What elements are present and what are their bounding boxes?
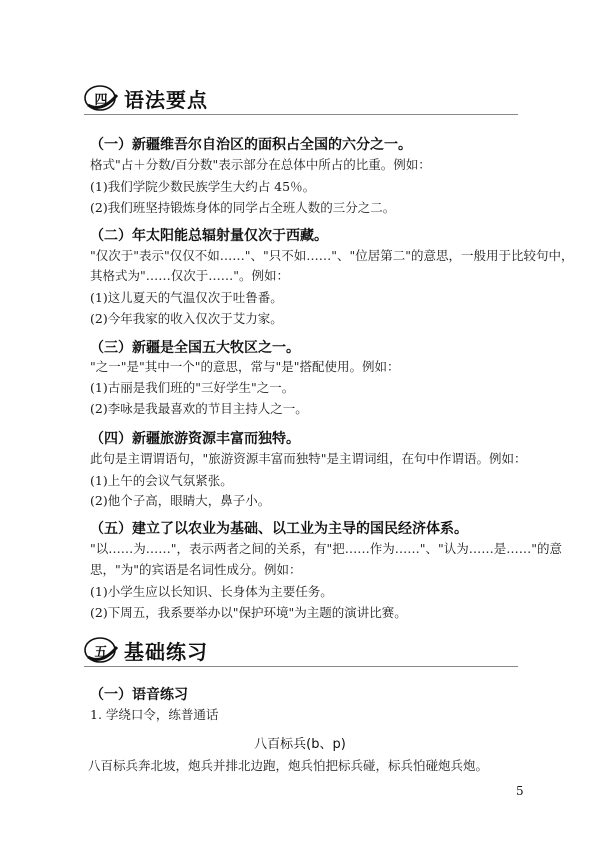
grammar-point-4-line: 此句是主谓谓语句，"旅游资源丰富而独特"是主谓词组，在句中作谓语。例如： [90,451,527,466]
grammar-point-2-line: 其格式为"……仅次于……"。例如： [90,268,289,283]
grammar-point-1-line: (2)我们班坚持锻炼身体的同学占全班人数的三分之二。 [90,200,396,215]
grammar-point-1-heading: （一）新疆维吾尔自治区的面积占全国的六分之一。 [90,137,412,153]
grammar-point-2-line: (1)这儿夏天的气温仅次于吐鲁番。 [90,290,283,305]
section-header-exercises [84,634,208,666]
grammar-point-4-line: (2)他个子高，眼睛大，鼻子小。 [90,493,271,508]
grammar-point-3-line: "之一"是"其中一个"的意思，常与"是"搭配使用。例如： [90,359,400,374]
grammar-point-2-line: (2)今年我家的收入仅次于艾力家。 [90,311,283,326]
grammar-point-2-heading: （二）年太阳能总辐射量仅次于西藏。 [90,228,328,244]
tongue-twister-title: 八百标兵(b、p) [254,737,346,752]
grammar-point-4-heading: （四）新疆旅游资源丰富而独特。 [90,431,300,447]
section-divider [84,666,518,667]
page-number: 5 [516,784,524,798]
exercise-heading: （一）语音练习 [90,687,188,703]
grammar-point-5-line: (1)小学生应以长知识、长身体为主要任务。 [90,584,333,599]
grammar-point-5-line: (2)下周五，我系要举办以"保护环境"为主题的演讲比赛。 [90,605,407,620]
section-title: 基础练习 [124,639,208,664]
grammar-point-3-heading: （三）新疆是全国五大牧区之一。 [90,340,300,356]
tongue-twister-text: 八百标兵奔北坡，炮兵并排北边跑，炮兵怕把标兵碰，标兵怕碰炮兵炮。 [88,758,489,773]
grammar-point-5-heading: （五）建立了以农业为基础、以工业为主导的国民经济体系。 [90,521,468,537]
grammar-point-4-line: (1)上午的会议气氛紧张。 [90,473,233,488]
exercise-item: 1. 学绕口令，练普通话 [90,707,219,722]
section-number: 四 [94,92,108,108]
grammar-point-3-line: (1)古丽是我们班的"三好学生"之一。 [90,380,295,395]
section-badge [84,635,118,665]
grammar-point-5-line: "以……为……"，表示两者之间的关系，有"把……作为……"、"认为……是……"的意 [90,541,562,556]
section-number: 五 [94,644,108,660]
grammar-point-1-line: (1)我们学院少数民族学生大约占 45％。 [90,179,316,194]
section-title: 语法要点 [124,87,208,112]
grammar-point-3-line: (2)李咏是我最喜欢的节目主持人之一。 [90,401,308,416]
section-badge [84,83,118,113]
section-divider [84,114,518,115]
section-header-grammar [84,82,208,114]
grammar-point-2-line: "仅次于"表示"仅仅不如……"、"只不如……"、"位居第二"的意思，一般用于比较句中， [90,248,574,263]
grammar-point-5-line: 思，"为"的宾语是名词性成分。例如： [90,562,302,577]
grammar-point-1-line: 格式"占＋分数/百分数"表示部分在总体中所占的比重。例如： [90,157,431,172]
